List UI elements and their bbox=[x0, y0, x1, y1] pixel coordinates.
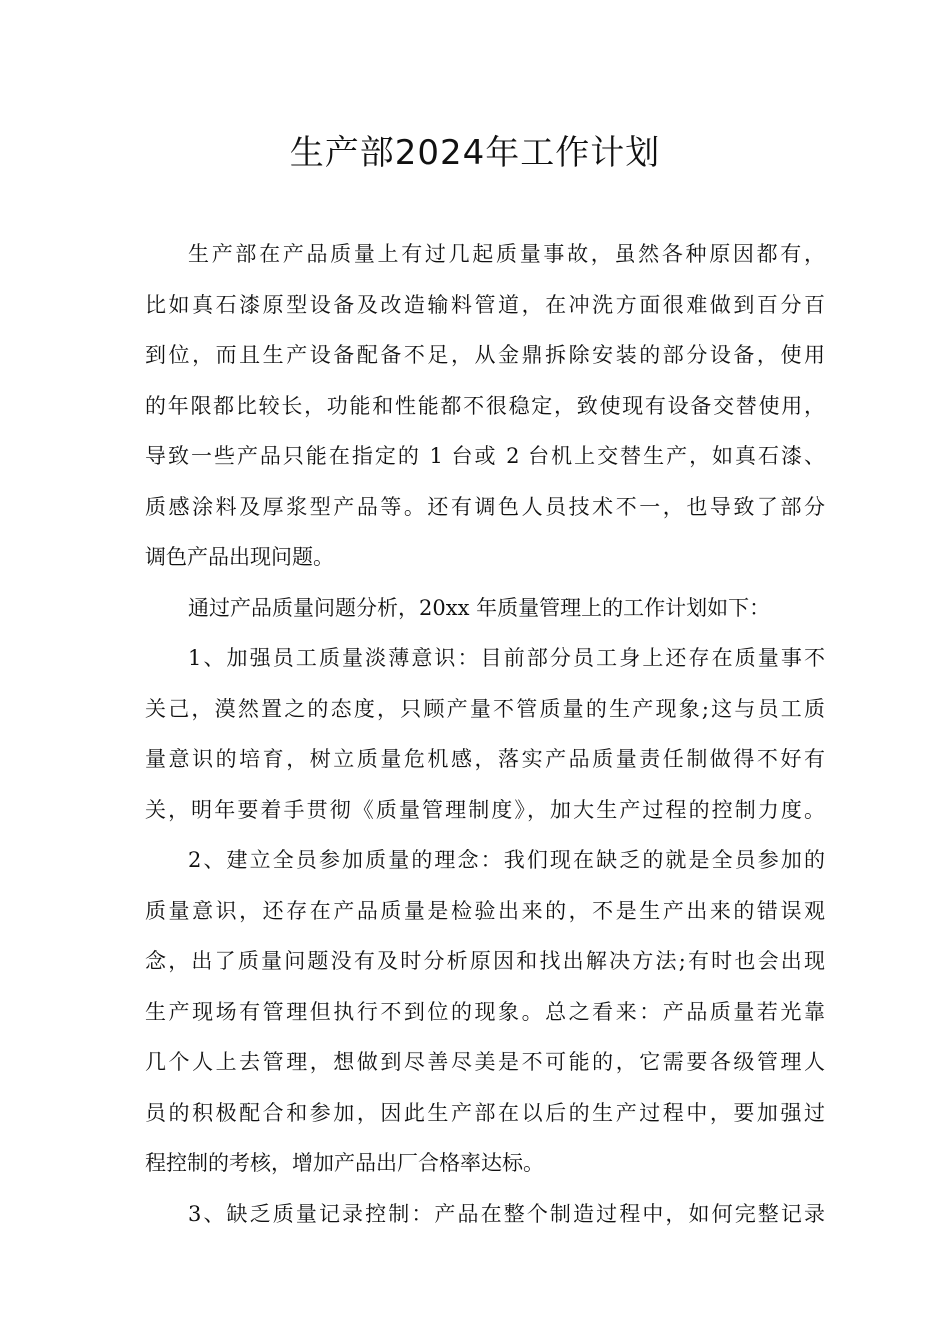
text-line: 程控制的考核，增加产品出厂合格率达标。 bbox=[145, 1151, 544, 1175]
text-line: 关己，漠然置之的态度，只顾产量不管质量的生产现象;这与员工质 bbox=[145, 696, 825, 721]
document-title: 生产部2024年工作计划 bbox=[289, 133, 661, 173]
text-line: 通过产品质量问题分析，20xx 年质量管理上的工作计划如下： bbox=[188, 595, 771, 620]
text-line: 3、缺乏质量记录控制：产品在整个制造过程中，如何完整记录 bbox=[188, 1201, 825, 1226]
text-line: 关，明年要着手贯彻《质量管理制度》，加大生产过程的控制力度。 bbox=[145, 797, 825, 822]
text-line: 质量意识，还存在产品质量是检验出来的，不是生产出来的错误观 bbox=[145, 898, 825, 923]
text-line: 生产部在产品质量上有过几起质量事故，虽然各种原因都有， bbox=[188, 242, 825, 266]
text-line: 量意识的培育，树立质量危机感，落实产品质量责任制做得不好有 bbox=[145, 747, 825, 771]
text-line: 质感涂料及厚浆型产品等。还有调色人员技术不一，也导致了部分 bbox=[145, 494, 825, 519]
text-line: 的年限都比较长，功能和性能都不很稳定，致使现有设备交替使用， bbox=[145, 393, 825, 418]
text-line: 念，出了质量问题没有及时分析原因和找出解决方法;有时也会出现 bbox=[145, 949, 825, 973]
text-line: 比如真石漆原型设备及改造输料管道，在冲洗方面很难做到百分百 bbox=[145, 292, 825, 317]
text-line: 导致一些产品只能在指定的 1 台或 2 台机上交替生产，如真石漆、 bbox=[145, 444, 825, 468]
document-body bbox=[145, 229, 825, 1239]
text-line: 到位，而且生产设备配备不足，从金鼎拆除安装的部分设备，使用 bbox=[145, 343, 825, 367]
text-line: 员的积极配合和参加，因此生产部在以后的生产过程中，要加强过 bbox=[145, 1100, 825, 1125]
text-line: 几个人上去管理，想做到尽善尽美是不可能的，它需要各级管理人 bbox=[145, 1050, 825, 1074]
text-line: 调色产品出现问题。 bbox=[145, 545, 334, 569]
text-line: 2、建立全员参加质量的理念：我们现在缺乏的就是全员参加的 bbox=[188, 848, 825, 872]
text-line: 生产现场有管理但执行不到位的现象。总之看来：产品质量若光靠 bbox=[145, 999, 825, 1024]
text-line: 1、加强员工质量淡薄意识：目前部分员工身上还存在质量事不 bbox=[188, 646, 825, 670]
